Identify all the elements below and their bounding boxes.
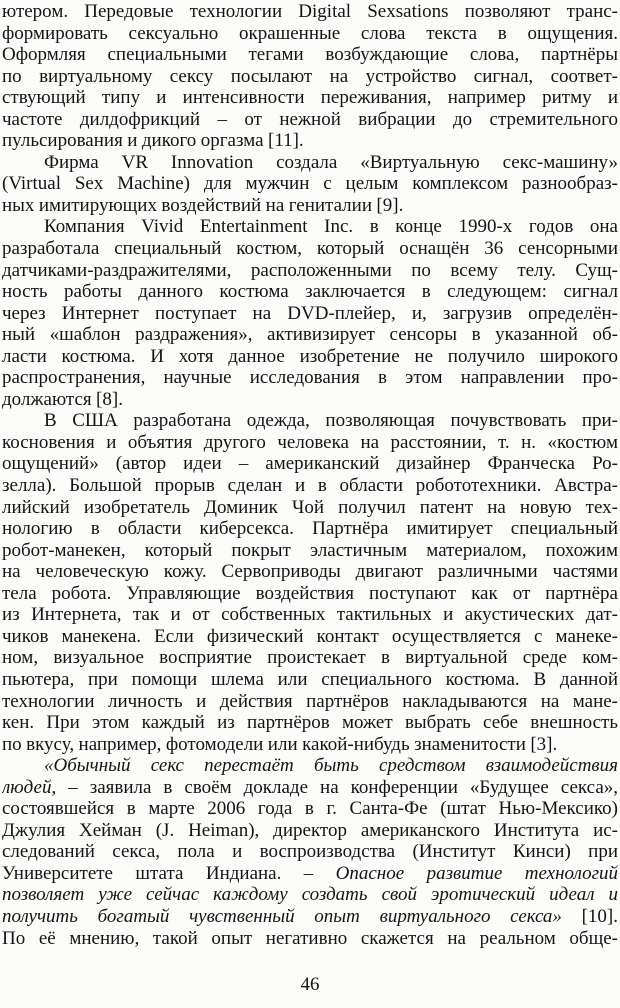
text-segment: должаются [8]. xyxy=(2,388,123,410)
text-segment: пульсирования и дикого оргазма [11]. xyxy=(2,130,304,152)
text-segment: Джулия Хейман (J. Heiman), директор американского Института ис- xyxy=(2,819,618,841)
text-line xyxy=(2,303,618,325)
text-segment: лийский изобретатель Доминик Чой получил патент на новую тех- xyxy=(2,496,618,518)
paragraph xyxy=(2,755,618,949)
text-segment: ласти костюма. И хотя данное изобретение не получило широкого xyxy=(2,345,618,367)
text-line xyxy=(2,367,618,389)
text-segment: формировать сексуально окрашенные слова текста в ощущения. xyxy=(2,22,618,44)
text-line xyxy=(2,195,618,217)
text-line xyxy=(2,432,618,454)
text-line xyxy=(2,260,618,282)
text-segment: пьютера, при помощи шлема или специального костюма. В данной xyxy=(2,668,618,690)
italic-text-segment: получить богатый чувственный опыт виртуального секса» xyxy=(2,905,562,927)
text-segment: ютером. Передовые технологии Digital Sexsations позволяют транс- xyxy=(2,1,618,22)
text-line xyxy=(2,44,618,66)
text-segment: робот-манекен, который покрыт эластичным материалом, похожим xyxy=(2,539,618,561)
text-line xyxy=(2,755,618,777)
page-text-block xyxy=(2,1,618,949)
text-line xyxy=(2,561,618,583)
text-line xyxy=(2,604,618,626)
text-segment: ный «шаблон раздражения», активизирует сенсоры в указанной об- xyxy=(2,324,618,346)
italic-text-segment: позволяет уже сейчас каждому создать свой эротический идеал и xyxy=(2,884,618,906)
text-line xyxy=(2,626,618,648)
text-segment: косновения и объятия другого человека на расстоянии, т. н. «костюм xyxy=(2,431,618,453)
text-line xyxy=(2,841,618,863)
text-segment: ощущений» (автор идеи – американский дизайнер Франческа Ро- xyxy=(2,453,618,475)
text-segment: следований секса, пола и воспроизводства (Институт Кинси) при xyxy=(2,841,618,863)
text-line xyxy=(2,497,618,519)
text-line xyxy=(2,734,618,756)
text-segment: [10]. xyxy=(561,905,618,927)
text-line xyxy=(2,346,618,368)
text-line xyxy=(2,583,618,605)
text-segment: кен. При этом каждый из партнёров может выбрать себе внешность xyxy=(2,712,618,734)
text-line xyxy=(2,410,618,432)
text-segment: технологии личность и действия партнёров накладываются на мане- xyxy=(2,690,618,712)
paragraph xyxy=(2,410,618,755)
text-line xyxy=(2,540,618,562)
italic-text-segment: Опасное развитие технологий xyxy=(335,862,618,884)
text-segment: Оформляя специальными тегами возбуждающие слова, партнёры xyxy=(2,44,618,66)
text-segment: частоте дилдофрикций – от нежной вибрации до стремительного xyxy=(2,108,618,130)
text-line xyxy=(2,281,618,303)
paragraph xyxy=(2,1,618,152)
text-line xyxy=(2,173,618,195)
text-segment: из Интернета, так и от собственных тактильных и акустических дат- xyxy=(2,604,618,626)
text-segment: Университете штата Индиана. – xyxy=(2,862,336,884)
text-segment: нологию в области киберсекса. Партнёра имитирует специальный xyxy=(2,518,618,540)
text-line xyxy=(2,66,618,88)
text-line xyxy=(2,238,618,260)
text-line xyxy=(2,23,618,45)
text-segment: (Virtual Sex Machine) для мужчин с целым комплексом разнообраз- xyxy=(2,173,618,195)
paragraph xyxy=(2,216,618,410)
text-line xyxy=(2,928,618,950)
text-segment: датчиками-раздражителями, расположенными по всему телу. Сущ- xyxy=(2,259,618,281)
text-segment: на человеческую кожу. Сервоприводы двигают различными частями xyxy=(2,561,618,583)
text-segment: ствующий типу и интенсивности переживания, например ритму и xyxy=(2,87,618,109)
paragraph xyxy=(2,152,618,217)
italic-text-segment: людей, xyxy=(2,776,57,798)
italic-text-segment: «Обычный секс перестаёт быть средством взаимодействия xyxy=(44,755,618,777)
text-segment: Компания Vivid Entertainment Inc. в конце 1990-х годов она xyxy=(44,216,618,238)
text-line xyxy=(2,798,618,820)
text-segment: по виртуальному сексу посылают на устройство сигнал, соответ- xyxy=(2,65,618,87)
text-segment: распространения, научные исследования в этом направлении про- xyxy=(2,367,618,389)
text-segment: ном, визуальное восприятие проистекает в виртуальной среде ком- xyxy=(2,647,618,669)
text-segment: В США разработана одежда, позволяющая почувствовать при- xyxy=(44,410,618,432)
text-segment: чиков манекена. Если физический контакт осуществляется с манеке- xyxy=(2,625,618,647)
text-segment: через Интернет поступает на DVD-плейер, и, загрузив определён- xyxy=(2,302,618,324)
text-segment: состоявшейся в марте 2006 года в г. Санта-Фе (штат Нью-Мексико) xyxy=(2,798,618,820)
text-line xyxy=(2,475,618,497)
text-segment: По её мнению, такой опыт негативно скажется на реальном обще- xyxy=(2,927,618,949)
text-line xyxy=(2,389,618,411)
text-line xyxy=(2,453,618,475)
text-line xyxy=(2,216,618,238)
text-line xyxy=(2,152,618,174)
text-line xyxy=(2,518,618,540)
text-line xyxy=(2,647,618,669)
page-number: 46 xyxy=(300,974,320,995)
text-segment: Фирма VR Innovation создала «Виртуальную секс-машину» xyxy=(44,151,618,173)
text-line xyxy=(2,109,618,131)
text-line xyxy=(2,863,618,885)
text-segment: ных имитирующих воздействий на гениталии [9]. xyxy=(2,194,404,216)
text-segment: – заявила в своём докладе на конференции «Будущее секса», xyxy=(56,776,618,798)
text-line xyxy=(2,777,618,799)
text-segment: по вкусу, например, фотомодели или какой-нибудь знаменитости [3]. xyxy=(2,733,558,755)
text-line xyxy=(2,884,618,906)
text-line xyxy=(2,906,618,928)
text-line xyxy=(2,324,618,346)
text-line xyxy=(2,669,618,691)
text-line xyxy=(2,712,618,734)
text-line xyxy=(2,1,618,23)
text-segment: тела робота. Управляющие воздействия поступают как от партнёра xyxy=(2,582,618,604)
text-segment: ность работы данного костюма заключается в следующем: сигнал xyxy=(2,281,618,303)
text-segment: зелла). Большой прорыв сделан и в области робототехники. Австра- xyxy=(2,475,618,497)
text-line xyxy=(2,820,618,842)
text-segment: разработала специальный костюм, который оснащён 36 сенсорными xyxy=(2,238,618,260)
text-line xyxy=(2,130,618,152)
text-line xyxy=(2,691,618,713)
text-line xyxy=(2,87,618,109)
